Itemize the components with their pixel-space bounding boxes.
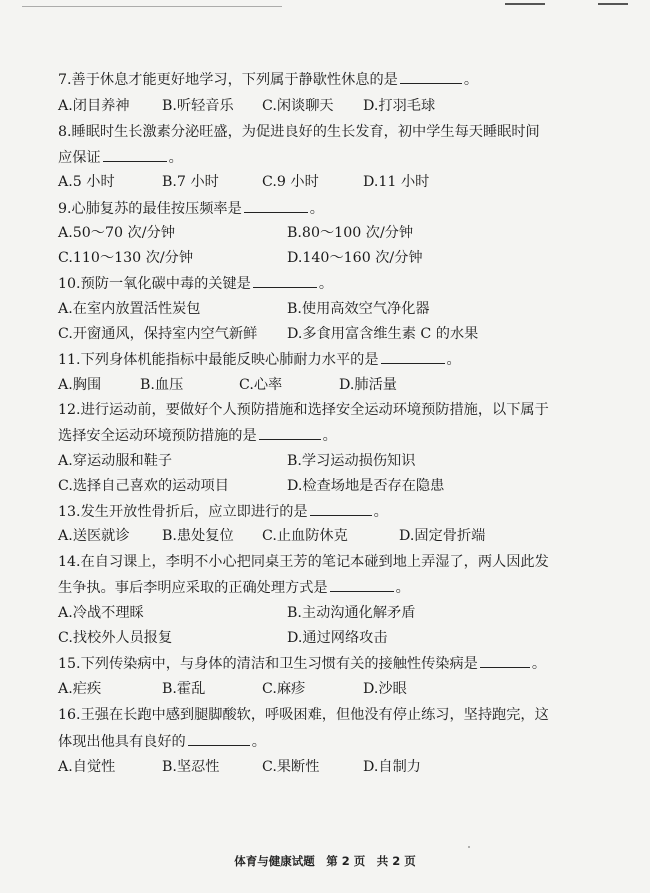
question-14-stem-cont: 生争执。事后李明应采取的正确处理方式是 。 [58, 580, 410, 596]
option: D.自制力 [363, 759, 421, 775]
option: A.闭目养神 [58, 98, 130, 114]
option: B.7 小时 [162, 174, 219, 190]
option: B.坚忍性 [162, 759, 220, 775]
option: A.冷战不理睬 [58, 605, 144, 621]
option: D.肺活量 [339, 377, 397, 393]
option: A.送医就诊 [58, 528, 130, 544]
question-15-stem: 15.下列传染病中，与身体的清洁和卫生习惯有关的接触性传染病是 。 [58, 656, 547, 672]
option: D.140～160 次/分钟 [287, 250, 423, 266]
answer-blank [480, 654, 530, 668]
question-11-stem: 11.下列身体机能指标中最能反映心肺耐力水平的是 。 [58, 352, 461, 368]
answer-blank [253, 274, 317, 288]
option: D.检查场地是否存在隐患 [287, 478, 445, 494]
option: C.选择自己喜欢的运动项目 [58, 478, 229, 494]
option: B.听轻音乐 [162, 98, 234, 114]
option: C.找校外人员报复 [58, 630, 173, 646]
option: A.在室内放置活性炭包 [58, 301, 201, 317]
option: A.自觉性 [58, 759, 116, 775]
option: C.心率 [239, 377, 283, 393]
question-12-stem: 12.进行运动前，要做好个人预防措施和选择安全运动环境预防措施，以下属于 [58, 402, 549, 418]
option: A.疟疾 [58, 681, 102, 697]
option: A.5 小时 [58, 174, 115, 190]
question-12-stem-cont: 选择安全运动环境预防措施的是 。 [58, 428, 337, 444]
option: B.学习运动损伤知识 [287, 453, 416, 469]
option: C.110～130 次/分钟 [58, 250, 194, 266]
option: A.穿运动服和鞋子 [58, 453, 173, 469]
answer-blank [310, 502, 372, 516]
question-14-stem: 14.在自习课上，李明不小心把同桌王芳的笔记本碰到地上弄湿了，两人因此发 [58, 554, 549, 570]
answer-blank [330, 578, 394, 592]
option: B.80～100 次/分钟 [287, 225, 414, 241]
option: D.沙眼 [363, 681, 407, 697]
option: C.止血防休克 [262, 528, 348, 544]
option: B.患处复位 [162, 528, 234, 544]
question-16-stem-cont: 体现出他具有良好的 。 [58, 734, 266, 750]
option: B.霍乱 [162, 681, 206, 697]
option: C.9 小时 [262, 174, 319, 190]
page-footer: 体育与健康试题 第 2 页 共 2 页 [234, 854, 416, 868]
option: D.11 小时 [363, 174, 430, 190]
option: D.通过网络攻击 [287, 630, 388, 646]
option: D.多食用富含维生素 C 的水果 [287, 326, 479, 342]
option: A.胸围 [58, 377, 102, 393]
answer-blank [259, 426, 321, 440]
option: B.血压 [140, 377, 184, 393]
answer-blank [244, 199, 308, 213]
option: B.使用高效空气净化器 [287, 301, 430, 317]
question-8-stem-cont: 应保证 。 [58, 150, 183, 166]
answer-blank [188, 732, 250, 746]
option: C.麻疹 [262, 681, 306, 697]
question-9-stem: 9.心肺复苏的最佳按压频率是 。 [58, 201, 324, 217]
option: C.闲谈聊天 [262, 98, 334, 114]
option: C.开窗通风，保持室内空气新鲜 [58, 326, 258, 342]
question-16-stem: 16.王强在长跑中感到腿脚酸软，呼吸困难，但他没有停止练习，坚持跑完，这 [58, 707, 549, 723]
question-10-stem: 10.预防一氧化碳中毒的关键是 。 [58, 276, 334, 292]
option: D.打羽毛球 [363, 98, 436, 114]
question-8-stem: 8.睡眠时生长激素分泌旺盛，为促进良好的生长发育，初中学生每天睡眠时间 [58, 124, 540, 140]
answer-blank [103, 148, 167, 162]
answer-blank [381, 350, 445, 364]
option: C.果断性 [262, 759, 320, 775]
question-7-stem: 7.善于休息才能更好地学习，下列属于静歇性休息的是 。 [58, 72, 479, 88]
option: A.50～70 次/分钟 [58, 225, 175, 241]
question-13-stem: 13.发生开放性骨折后，应立即进行的是 。 [58, 504, 388, 520]
option: B.主动沟通化解矛盾 [287, 605, 416, 621]
option: D.固定骨折端 [399, 528, 486, 544]
answer-blank [400, 70, 462, 84]
